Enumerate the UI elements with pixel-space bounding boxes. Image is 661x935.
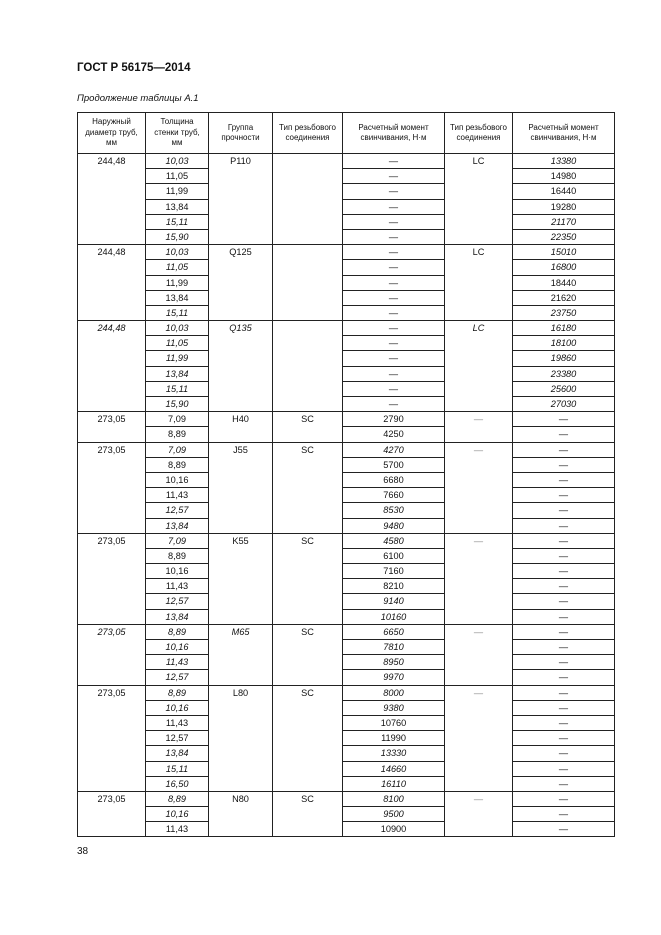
wall-thickness-cell: 8,89 (146, 685, 209, 700)
thread-type-1-cell: SC (273, 533, 343, 624)
torque-1-cell: 8000 (343, 685, 445, 700)
table-row (78, 214, 615, 229)
torque-1-cell: 6680 (343, 472, 445, 487)
col-header-wall-thickness: Толщина стенки труб, мм (146, 113, 209, 154)
wall-thickness-cell: 11,99 (146, 184, 209, 199)
table-row (78, 624, 615, 639)
torque-2-cell: — (513, 548, 615, 563)
torque-2-cell: — (513, 427, 615, 442)
torque-1-cell: 7810 (343, 640, 445, 655)
wall-thickness-cell: 10,16 (146, 700, 209, 715)
table-caption: Продолжение таблицы А.1 (77, 93, 199, 104)
wall-thickness-cell: 8,89 (146, 548, 209, 563)
table-row (78, 290, 615, 305)
outer-diameter-cell: 273,05 (78, 533, 146, 624)
torque-1-cell: 10760 (343, 715, 445, 730)
table-row (78, 700, 615, 715)
document-header: ГОСТ Р 56175—2014 (77, 62, 191, 74)
table-row (78, 579, 615, 594)
wall-thickness-cell: 7,09 (146, 412, 209, 427)
torque-2-cell: 18100 (513, 336, 615, 351)
torque-2-cell: — (513, 518, 615, 533)
wall-thickness-cell: 15,11 (146, 214, 209, 229)
outer-diameter-cell: 273,05 (78, 412, 146, 442)
torque-1-cell: — (343, 290, 445, 305)
torque-2-cell: 22350 (513, 229, 615, 244)
table-row (78, 351, 615, 366)
table-row (78, 746, 615, 761)
strength-group-cell: L80 (209, 685, 273, 791)
wall-thickness-cell: 11,43 (146, 488, 209, 503)
wall-thickness-cell: 11,43 (146, 715, 209, 730)
torque-1-cell: 6650 (343, 624, 445, 639)
torque-2-cell: — (513, 776, 615, 791)
table-row (78, 366, 615, 381)
torque-1-cell: — (343, 275, 445, 290)
wall-thickness-cell: 11,05 (146, 169, 209, 184)
wall-thickness-cell: 15,90 (146, 229, 209, 244)
col-header-strength-group: Группа прочности (209, 113, 273, 154)
outer-diameter-cell: 273,05 (78, 442, 146, 533)
torque-1-cell: 6100 (343, 548, 445, 563)
wall-thickness-cell: 13,84 (146, 199, 209, 214)
table-row (78, 381, 615, 396)
table-row (78, 472, 615, 487)
torque-2-cell: 23750 (513, 305, 615, 320)
outer-diameter-cell: 273,05 (78, 624, 146, 685)
table-row (78, 731, 615, 746)
strength-group-cell: J55 (209, 442, 273, 533)
torque-1-cell: 8530 (343, 503, 445, 518)
wall-thickness-cell: 10,16 (146, 807, 209, 822)
table-row (78, 685, 615, 700)
torque-2-cell: — (513, 609, 615, 624)
strength-group-cell: P110 (209, 154, 273, 245)
strength-group-cell: K55 (209, 533, 273, 624)
outer-diameter-cell: 244,48 (78, 321, 146, 412)
wall-thickness-cell: 15,11 (146, 305, 209, 320)
table-row (78, 397, 615, 412)
strength-group-cell: N80 (209, 791, 273, 837)
torque-1-cell: 4580 (343, 533, 445, 548)
wall-thickness-cell: 7,09 (146, 533, 209, 548)
torque-2-cell: 16180 (513, 321, 615, 336)
torque-1-cell: 13330 (343, 746, 445, 761)
thread-type-1-cell: SC (273, 791, 343, 837)
torque-1-cell: 10160 (343, 609, 445, 624)
outer-diameter-cell: 273,05 (78, 685, 146, 791)
wall-thickness-cell: 10,03 (146, 321, 209, 336)
torque-1-cell: — (343, 214, 445, 229)
torque-2-cell: — (513, 457, 615, 472)
torque-1-cell: 8950 (343, 655, 445, 670)
wall-thickness-cell: 13,84 (146, 746, 209, 761)
torque-1-cell: 7160 (343, 564, 445, 579)
wall-thickness-cell: 16,50 (146, 776, 209, 791)
torque-1-cell: — (343, 184, 445, 199)
wall-thickness-cell: 11,05 (146, 260, 209, 275)
wall-thickness-cell: 10,16 (146, 564, 209, 579)
table-row (78, 518, 615, 533)
torque-2-cell: 21170 (513, 214, 615, 229)
table-row (78, 776, 615, 791)
torque-1-cell: — (343, 397, 445, 412)
wall-thickness-cell: 8,89 (146, 427, 209, 442)
torque-2-cell: — (513, 746, 615, 761)
table-row (78, 807, 615, 822)
torque-2-cell: 18440 (513, 275, 615, 290)
torque-1-cell: — (343, 169, 445, 184)
torque-2-cell: — (513, 579, 615, 594)
table-row (78, 594, 615, 609)
thread-type-2-cell: LC (445, 245, 513, 321)
torque-1-cell: 4270 (343, 442, 445, 457)
wall-thickness-cell: 7,09 (146, 442, 209, 457)
table-row (78, 488, 615, 503)
wall-thickness-cell: 12,57 (146, 503, 209, 518)
table-row (78, 533, 615, 548)
col-header-thread-type-2: Тип резьбового соединения (445, 113, 513, 154)
wall-thickness-cell: 13,84 (146, 290, 209, 305)
table-row (78, 715, 615, 730)
table-row (78, 154, 615, 169)
wall-thickness-cell: 15,11 (146, 381, 209, 396)
wall-thickness-cell: 15,11 (146, 761, 209, 776)
torque-2-cell: — (513, 624, 615, 639)
table-row (78, 199, 615, 214)
torque-2-cell: 16800 (513, 260, 615, 275)
torque-1-cell: 9500 (343, 807, 445, 822)
table-row (78, 655, 615, 670)
wall-thickness-cell: 13,84 (146, 609, 209, 624)
wall-thickness-cell: 15,90 (146, 397, 209, 412)
torque-2-cell: — (513, 685, 615, 700)
torque-2-cell: — (513, 488, 615, 503)
table-row (78, 321, 615, 336)
torque-1-cell: 8100 (343, 791, 445, 806)
page-number: 38 (77, 846, 89, 857)
torque-2-cell: — (513, 655, 615, 670)
torque-1-cell: 9480 (343, 518, 445, 533)
table-row (78, 640, 615, 655)
strength-group-cell: Q125 (209, 245, 273, 321)
table-row (78, 412, 615, 427)
table-row (78, 169, 615, 184)
table-row (78, 184, 615, 199)
wall-thickness-cell: 11,43 (146, 822, 209, 837)
torque-2-cell: — (513, 503, 615, 518)
wall-thickness-cell: 10,16 (146, 640, 209, 655)
torque-1-cell: — (343, 154, 445, 169)
wall-thickness-cell: 11,43 (146, 655, 209, 670)
torque-2-cell: 25600 (513, 381, 615, 396)
torque-1-cell: — (343, 229, 445, 244)
wall-thickness-cell: 11,99 (146, 275, 209, 290)
thread-type-1-cell (273, 154, 343, 245)
thread-type-2-cell: — (445, 442, 513, 533)
torque-1-cell: — (343, 381, 445, 396)
wall-thickness-cell: 12,57 (146, 670, 209, 685)
torque-2-cell: 15010 (513, 245, 615, 260)
wall-thickness-cell: 12,57 (146, 594, 209, 609)
strength-group-cell: Q135 (209, 321, 273, 412)
strength-group-cell: M65 (209, 624, 273, 685)
thread-type-2-cell: — (445, 791, 513, 837)
strength-group-cell: H40 (209, 412, 273, 442)
torque-1-cell: 11990 (343, 731, 445, 746)
table-row (78, 503, 615, 518)
torque-1-cell: — (343, 260, 445, 275)
table-row (78, 761, 615, 776)
table-row (78, 609, 615, 624)
wall-thickness-cell: 13,84 (146, 518, 209, 533)
torque-1-cell: 9970 (343, 670, 445, 685)
table-row (78, 457, 615, 472)
table-row (78, 791, 615, 806)
wall-thickness-cell: 13,84 (146, 366, 209, 381)
torque-1-cell: — (343, 199, 445, 214)
torque-1-cell: 9380 (343, 700, 445, 715)
torque-2-cell: 21620 (513, 290, 615, 305)
col-header-torque-1: Расчетный момент свинчивания, Н·м (343, 113, 445, 154)
torque-1-cell: 4250 (343, 427, 445, 442)
wall-thickness-cell: 11,43 (146, 579, 209, 594)
table-row (78, 245, 615, 260)
table-header-row (78, 113, 615, 154)
torque-2-cell: 27030 (513, 397, 615, 412)
wall-thickness-cell: 10,03 (146, 245, 209, 260)
torque-2-cell: — (513, 564, 615, 579)
col-header-torque-2: Расчетный момент свинчивания, Н·м (513, 113, 615, 154)
thread-type-1-cell (273, 245, 343, 321)
torque-1-cell: 2790 (343, 412, 445, 427)
torque-2-cell: — (513, 442, 615, 457)
thread-type-1-cell: SC (273, 685, 343, 791)
torque-1-cell: — (343, 336, 445, 351)
torque-1-cell: 16110 (343, 776, 445, 791)
torque-1-cell: — (343, 245, 445, 260)
table-row (78, 336, 615, 351)
torque-2-cell: — (513, 807, 615, 822)
torque-2-cell: — (513, 700, 615, 715)
torque-2-cell: 14980 (513, 169, 615, 184)
wall-thickness-cell: 8,89 (146, 457, 209, 472)
thread-type-2-cell: LC (445, 154, 513, 245)
table-row (78, 427, 615, 442)
wall-thickness-cell: 11,99 (146, 351, 209, 366)
wall-thickness-cell: 10,16 (146, 472, 209, 487)
torque-1-cell: 14660 (343, 761, 445, 776)
wall-thickness-cell: 8,89 (146, 624, 209, 639)
torque-1-cell: 5700 (343, 457, 445, 472)
thread-type-2-cell: — (445, 412, 513, 442)
thread-type-1-cell: SC (273, 412, 343, 442)
wall-thickness-cell: 10,03 (146, 154, 209, 169)
table-row (78, 442, 615, 457)
torque-1-cell: — (343, 305, 445, 320)
torque-2-cell: 13380 (513, 154, 615, 169)
outer-diameter-cell: 273,05 (78, 791, 146, 837)
torque-1-cell: — (343, 321, 445, 336)
thread-type-2-cell: — (445, 533, 513, 624)
thread-type-1-cell: SC (273, 624, 343, 685)
table-row (78, 670, 615, 685)
torque-2-cell: 16440 (513, 184, 615, 199)
outer-diameter-cell: 244,48 (78, 245, 146, 321)
torque-1-cell: — (343, 366, 445, 381)
wall-thickness-cell: 12,57 (146, 731, 209, 746)
torque-1-cell: 10900 (343, 822, 445, 837)
torque-2-cell: — (513, 533, 615, 548)
table-row (78, 548, 615, 563)
torque-2-cell: — (513, 594, 615, 609)
wall-thickness-cell: 11,05 (146, 336, 209, 351)
torque-2-cell: — (513, 412, 615, 427)
table-row (78, 564, 615, 579)
col-header-thread-type-1: Тип резьбового соединения (273, 113, 343, 154)
thread-type-2-cell: — (445, 685, 513, 791)
torque-1-cell: 8210 (343, 579, 445, 594)
thread-type-1-cell (273, 321, 343, 412)
thread-type-2-cell: LC (445, 321, 513, 412)
torque-2-cell: — (513, 822, 615, 837)
torque-2-cell: — (513, 791, 615, 806)
torque-2-cell: — (513, 640, 615, 655)
torque-2-cell: — (513, 761, 615, 776)
outer-diameter-cell: 244,48 (78, 154, 146, 245)
torque-2-cell: — (513, 731, 615, 746)
torque-2-cell: 23380 (513, 366, 615, 381)
torque-1-cell: 7660 (343, 488, 445, 503)
torque-1-cell: — (343, 351, 445, 366)
torque-1-cell: 9140 (343, 594, 445, 609)
wall-thickness-cell: 8,89 (146, 791, 209, 806)
torque-2-cell: 19860 (513, 351, 615, 366)
table-row (78, 822, 615, 837)
torque-2-cell: 19280 (513, 199, 615, 214)
torque-2-cell: — (513, 715, 615, 730)
thread-type-2-cell: — (445, 624, 513, 685)
table-row (78, 305, 615, 320)
torque-2-cell: — (513, 670, 615, 685)
torque-table (77, 112, 615, 837)
table-row (78, 275, 615, 290)
table-row (78, 260, 615, 275)
torque-2-cell: — (513, 472, 615, 487)
thread-type-1-cell: SC (273, 442, 343, 533)
col-header-diameter: Наружный диаметр труб, мм (78, 113, 146, 154)
table-row (78, 229, 615, 244)
